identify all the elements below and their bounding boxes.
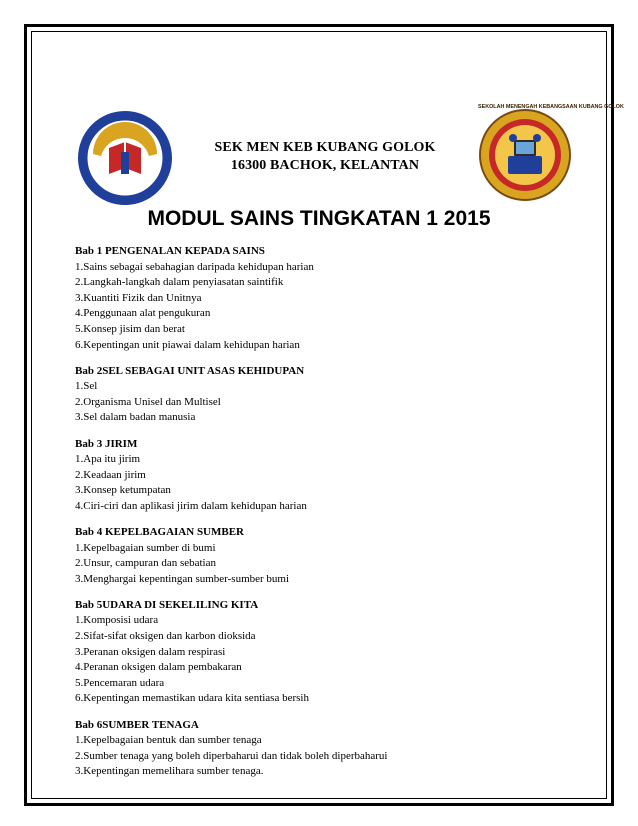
chapter-item: 2.Sumber tenaga yang boleh diperbaharui dan tidak boleh diperbaharui [75, 749, 388, 762]
chapter-item: 5.Konsep jisim dan berat [75, 322, 185, 335]
chapter-block [75, 525, 555, 587]
chapter-block [75, 598, 555, 707]
chapter-item: 3.Peranan oksigen dalam respirasi [75, 645, 226, 658]
chapter-item: 3.Kuantiti Fizik dan Unitnya [75, 291, 202, 304]
chapter-item: 5.Pencemaran udara [75, 676, 165, 689]
page-title: MODUL SAINS TINGKATAN 1 2015 [147, 207, 491, 230]
chapter-item: 1.Sel [75, 380, 98, 393]
chapter-heading: Bab 2SEL SEBAGAI UNIT ASAS KEHIDUPAN [75, 364, 305, 377]
chapter-heading: Bab 1 PENGENALAN KEPADA SAINS [75, 245, 265, 257]
chapter-heading: Bab 4 KEPELBAGAIAN SUMBER [75, 526, 245, 538]
chapter-block [75, 244, 555, 353]
chapter-item: 4.Penggunaan alat pengukuran [75, 307, 211, 320]
chapter-item: 3.Sel dalam badan manusia [75, 411, 196, 424]
chapter-item: 2.Unsur, campuran dan sebatian [75, 557, 216, 570]
chapter-item: 1.Kepelbagaian bentuk dan sumber tenaga [75, 734, 262, 747]
chapter-block [75, 437, 555, 515]
chapter-item: 3.Konsep ketumpatan [75, 484, 171, 497]
chapter-item: 1.Komposisi udara [75, 614, 159, 627]
chapter-heading: Bab 6SUMBER TENAGA [75, 718, 199, 731]
school-crest-text: SEKOLAH MENENGAH KEBANGSAAN KUBANG GOLOK [478, 104, 624, 110]
chapter-item: 4.Ciri-ciri dan aplikasi jirim dalam kehidupan harian [75, 499, 307, 512]
chapter-block [75, 718, 555, 780]
chapter-block [75, 364, 555, 426]
chapter-item: 2.Keadaan jirim [75, 468, 146, 481]
chapter-item: 4.Peranan oksigen dalam pembakaran [75, 661, 242, 674]
school-address: 16300 BACHOK, KELANTAN [230, 158, 420, 173]
school-crest-logo [478, 104, 624, 202]
chapter-item: 1.Sains sebagai sebahagian daripada kehidupan harian [75, 260, 314, 273]
chapter-list [75, 244, 555, 790]
chapter-item: 2.Sifat-sifat oksigen dan karbon dioksida [75, 630, 256, 643]
school-name: SEK MEN KEB KUBANG GOLOK [214, 140, 436, 155]
ministry-logo [75, 103, 194, 208]
chapter-item: 6.Kepentingan unit piawai dalam kehidupan harian [75, 338, 300, 351]
chapter-item: 3.Kepentingan memelihara sumber tenaga. [75, 765, 264, 778]
chapter-item: 6.Kepentingan memastikan udara kita sentiasa bersih [75, 692, 309, 705]
chapter-item: 1.Apa itu jirim [75, 453, 141, 466]
chapter-item: 2.Langkah-langkah dalam penyiasatan saintifik [75, 276, 284, 289]
ministry-logo-text: KEMENTERIAN PELAJARAN MALAYSIA [75, 103, 194, 110]
chapter-item: 3.Menghargai kepentingan sumber-sumber bumi [75, 572, 290, 585]
chapter-item: 2.Organisma Unisel dan Multisel [75, 395, 221, 408]
chapter-heading: Bab 3 JIRIM [75, 437, 138, 450]
chapter-item: 1.Kepelbagaian sumber di bumi [75, 541, 216, 554]
chapter-heading: Bab 5UDARA DI SEKELILING KITA [75, 598, 259, 611]
